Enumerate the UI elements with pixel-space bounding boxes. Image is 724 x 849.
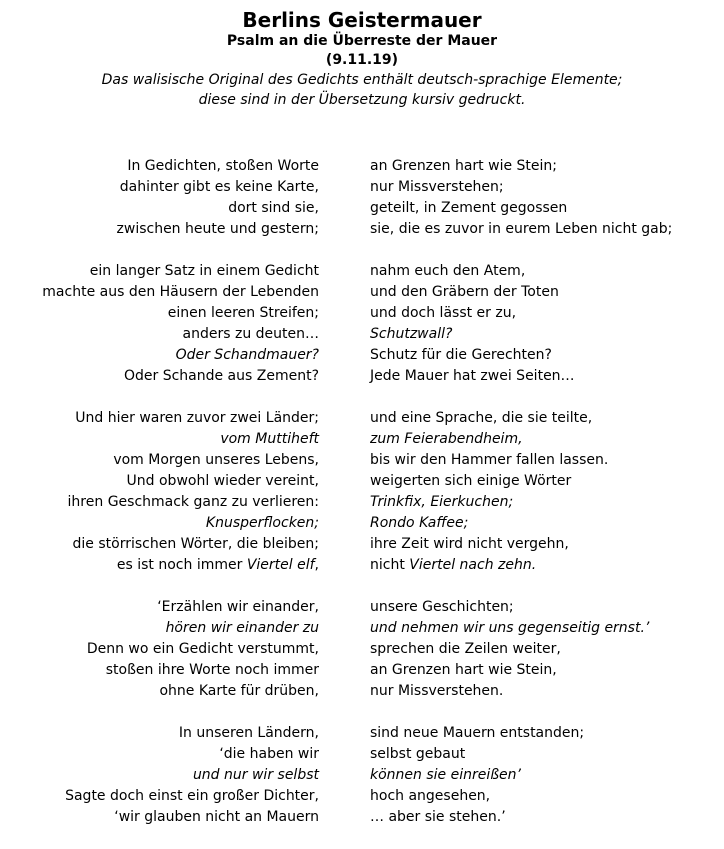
poem-line bbox=[0, 597, 724, 618]
line-left-half: vom Morgen unseres Lebens, bbox=[113, 452, 319, 468]
line-left-half: Knusperflocken; bbox=[205, 515, 319, 531]
poem-line bbox=[0, 723, 724, 744]
poem-line bbox=[0, 744, 724, 765]
poem-line bbox=[0, 156, 724, 177]
poem-line bbox=[0, 345, 724, 366]
line-right-half: sie, die es zuvor in eurem Leben nicht gab; bbox=[370, 221, 673, 237]
line-right-half: und den Gräbern der Toten bbox=[370, 284, 559, 300]
line-left-half: In Gedichten, stoßen Worte bbox=[127, 158, 319, 174]
line-left-half: anders zu deuten… bbox=[182, 326, 319, 342]
line-left-half: Oder Schandmauer? bbox=[175, 347, 319, 363]
stanza-5 bbox=[0, 723, 724, 828]
line-left-half: die störrischen Wörter, die bleiben; bbox=[72, 536, 319, 552]
line-right-half: Rondo Kaffee; bbox=[370, 515, 469, 531]
line-text-italic: Viertel nach zehn. bbox=[409, 557, 537, 573]
line-left-half: hören wir einander zu bbox=[165, 620, 319, 636]
line-right-half: Schutz für die Gerechten? bbox=[370, 347, 552, 363]
line-right-half: Jede Mauer hat zwei Seiten… bbox=[370, 368, 575, 384]
line-left-half: ‘wir glauben nicht an Mauern bbox=[114, 809, 319, 825]
line-left-half: machte aus den Häusern der Lebenden bbox=[42, 284, 319, 300]
line-left-half: vom Muttiheft bbox=[220, 431, 319, 447]
line-right-half: sind neue Mauern entstanden; bbox=[370, 725, 585, 741]
line-right-half: … aber sie stehen.’ bbox=[370, 809, 506, 825]
line-right-half: selbst gebaut bbox=[370, 746, 466, 762]
line-right-half: und doch lässt er zu, bbox=[370, 305, 517, 321]
line-left-half: Und hier waren zuvor zwei Länder; bbox=[75, 410, 319, 426]
line-right-half: können sie einreißen’ bbox=[370, 767, 521, 783]
line-left-half: einen leeren Streifen; bbox=[167, 305, 319, 321]
line-right-half: nur Missverstehen. bbox=[370, 683, 504, 699]
poem-line bbox=[0, 408, 724, 429]
poem-line bbox=[0, 219, 724, 240]
line-right-half: nahm euch den Atem, bbox=[370, 263, 526, 279]
stanza-4 bbox=[0, 597, 724, 702]
line-text-italic: Viertel elf bbox=[246, 557, 315, 573]
line-left-half: ‘die haben wir bbox=[219, 746, 319, 762]
translation-note-line-1: Das walisische Original des Gedichts enthält deutsch-sprachige Elemente; bbox=[101, 72, 623, 88]
poem-line bbox=[0, 471, 724, 492]
translation-note-line-2: diese sind in der Übersetzung kursiv gedruckt. bbox=[198, 92, 526, 108]
line-text: es ist noch immer bbox=[116, 557, 247, 573]
poem-line bbox=[0, 786, 724, 807]
line-left-half: ‘Erzählen wir einander, bbox=[157, 599, 319, 615]
line-right-half: nur Missverstehen; bbox=[370, 179, 504, 195]
poem-line bbox=[0, 429, 724, 450]
line-right-half: zum Feierabendheim, bbox=[370, 431, 523, 447]
line-right-half: ihre Zeit wird nicht vergehn, bbox=[370, 536, 569, 552]
poem-line bbox=[0, 639, 724, 660]
poem-line bbox=[0, 660, 724, 681]
line-left-half: stoßen ihre Worte noch immer bbox=[105, 662, 319, 678]
line-left-half: ihren Geschmack ganz zu verlieren: bbox=[67, 494, 319, 510]
line-left-half bbox=[117, 555, 319, 576]
line-text: nicht bbox=[370, 557, 410, 573]
line-right-half: bis wir den Hammer fallen lassen. bbox=[370, 452, 609, 468]
poem-line bbox=[0, 177, 724, 198]
line-right-half: weigerten sich einige Wörter bbox=[370, 473, 572, 489]
line-right-half: unsere Geschichten; bbox=[370, 599, 514, 615]
stanza-2 bbox=[0, 261, 724, 387]
line-left-half: zwischen heute und gestern; bbox=[116, 221, 319, 237]
poem-body bbox=[0, 156, 724, 849]
line-right-half: und nehmen wir uns gegenseitig ernst.’ bbox=[370, 620, 650, 636]
poem-line bbox=[0, 366, 724, 387]
poem-line bbox=[0, 324, 724, 345]
line-right-half: und eine Sprache, die sie teilte, bbox=[370, 410, 593, 426]
line-right-half: Schutzwall? bbox=[370, 326, 453, 342]
poem-line bbox=[0, 303, 724, 324]
line-right-half: an Grenzen hart wie Stein; bbox=[370, 158, 557, 174]
poem-date: (9.11.19) bbox=[325, 52, 399, 68]
poem-line bbox=[0, 492, 724, 513]
poem-title: Berlins Geistermauer bbox=[242, 8, 482, 32]
poem-line bbox=[0, 282, 724, 303]
line-left-half: ein langer Satz in einem Gedicht bbox=[89, 263, 319, 279]
poem-line bbox=[0, 450, 724, 471]
line-left-half: dahinter gibt es keine Karte, bbox=[119, 179, 319, 195]
poem-line bbox=[0, 513, 724, 534]
poem-line bbox=[0, 198, 724, 219]
stanza-3 bbox=[0, 408, 724, 576]
line-right-half: geteilt, in Zement gegossen bbox=[370, 200, 568, 216]
line-right-half: sprechen die Zeilen weiter, bbox=[370, 641, 561, 657]
line-left-half: Oder Schande aus Zement? bbox=[123, 368, 319, 384]
line-left-half: Sagte doch einst ein großer Dichter, bbox=[65, 788, 319, 804]
line-right-half bbox=[370, 555, 536, 576]
poem-line bbox=[0, 681, 724, 702]
line-left-half: dort sind sie, bbox=[228, 200, 319, 216]
poem-header bbox=[0, 0, 724, 110]
line-left-half: In unseren Ländern, bbox=[178, 725, 319, 741]
poem-line bbox=[0, 555, 724, 576]
line-right-half: hoch angesehen, bbox=[370, 788, 491, 804]
poem-line bbox=[0, 807, 724, 828]
poem-line bbox=[0, 618, 724, 639]
line-left-half: und nur wir selbst bbox=[192, 767, 319, 783]
poem-line bbox=[0, 765, 724, 786]
poem-line bbox=[0, 534, 724, 555]
line-right-half: an Grenzen hart wie Stein, bbox=[370, 662, 557, 678]
line-left-half: ohne Karte für drüben, bbox=[159, 683, 319, 699]
line-left-half: Und obwohl wieder vereint, bbox=[126, 473, 319, 489]
line-left-half: Denn wo ein Gedicht verstummt, bbox=[86, 641, 319, 657]
line-text: , bbox=[314, 557, 319, 573]
line-right-half: Trinkfix, Eierkuchen; bbox=[370, 494, 514, 510]
stanza-1 bbox=[0, 156, 724, 240]
poem-subtitle: Psalm an die Überreste der Mauer bbox=[226, 33, 498, 49]
poem-line bbox=[0, 261, 724, 282]
